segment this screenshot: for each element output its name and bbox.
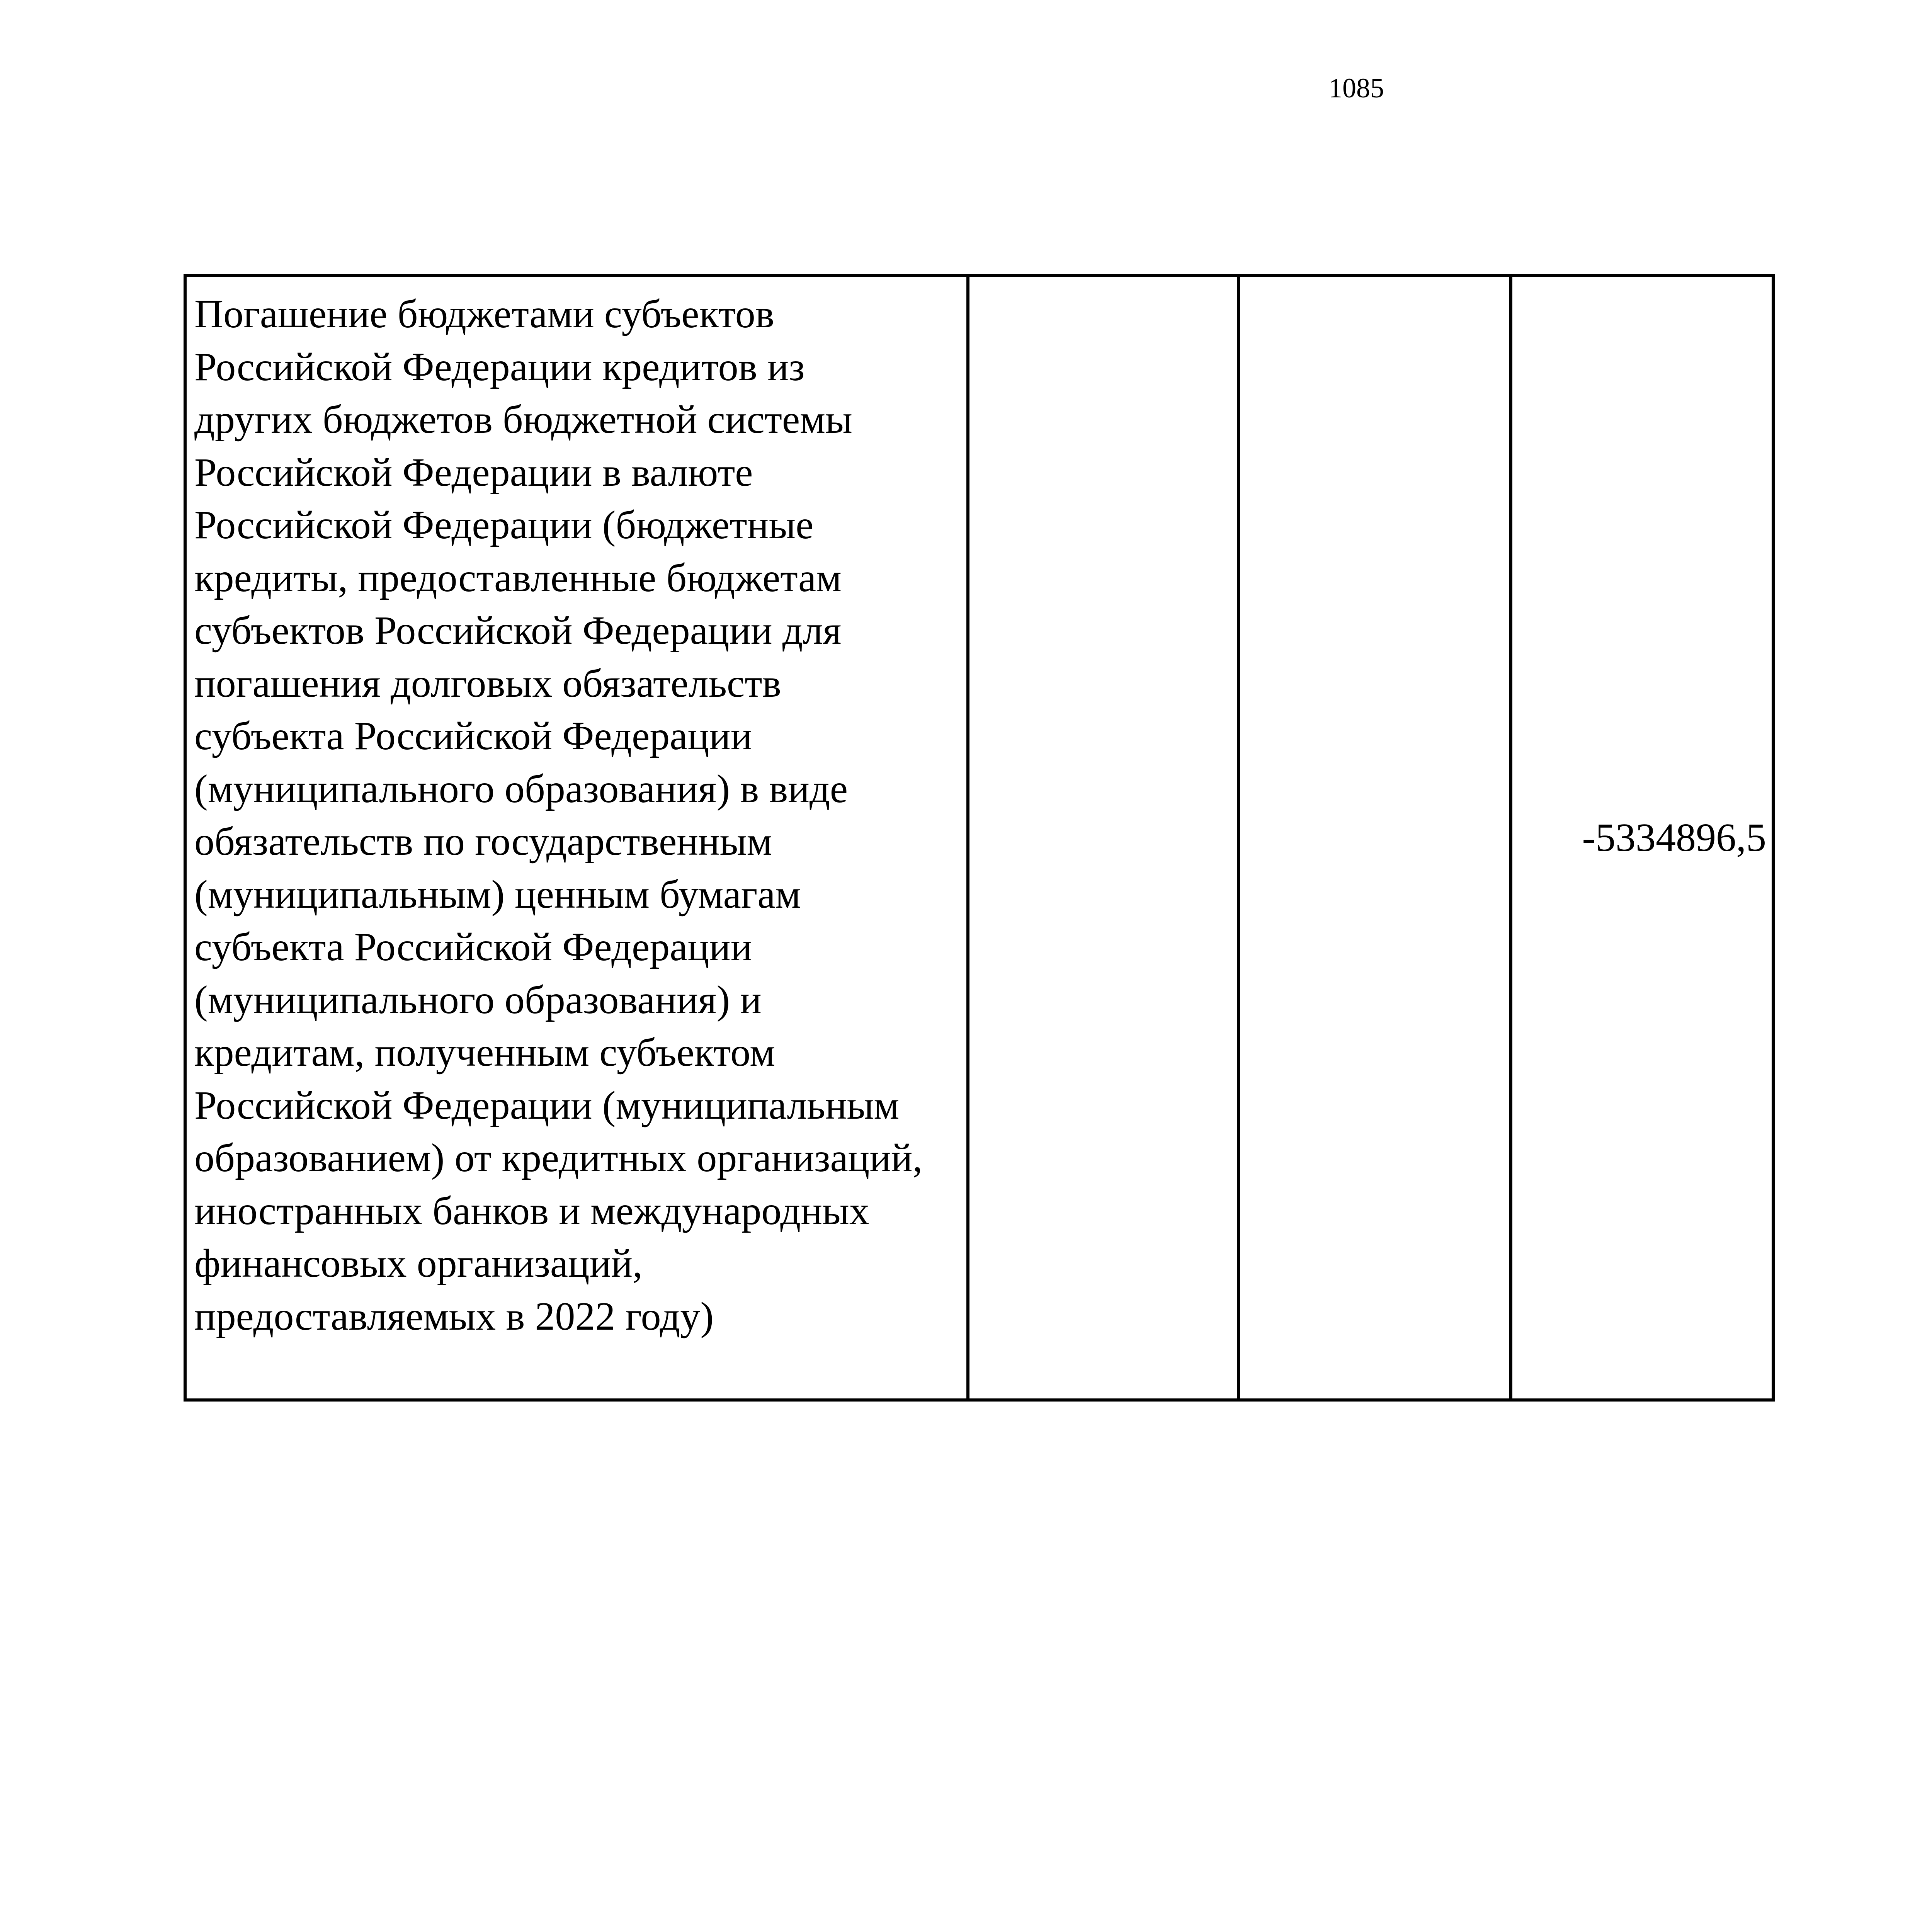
row-value-cell: -5334896,5 [1511, 276, 1773, 1400]
row-description-cell: Погашение бюджетами субъектов Российской Федерации кредитов из других бюджетов бюджетной системы Российской Федерации в валюте Российской Федерации (бюджетные кредиты, предоставленные бюджетам субъектов Российской Федерации для погашения долговых обязательств субъекта Российской Федерации (муниципального образования) в виде обязательств по государственным (муниципальным) ценным бумагам субъекта Российской Федерации (муниципального образования) и кредитам, полученным субъектом Российской Федерации (муниципальным образованием) от кредитных организаций, иностранных банков и международных финансовых организаций, предоставляемых в 2022 году) [185, 276, 968, 1400]
budget-table [184, 274, 1775, 1402]
empty-cell-a [968, 276, 1238, 1400]
page-number: 1085 [1328, 73, 1384, 104]
empty-cell-b [1238, 276, 1511, 1400]
table-row [185, 276, 1773, 1400]
